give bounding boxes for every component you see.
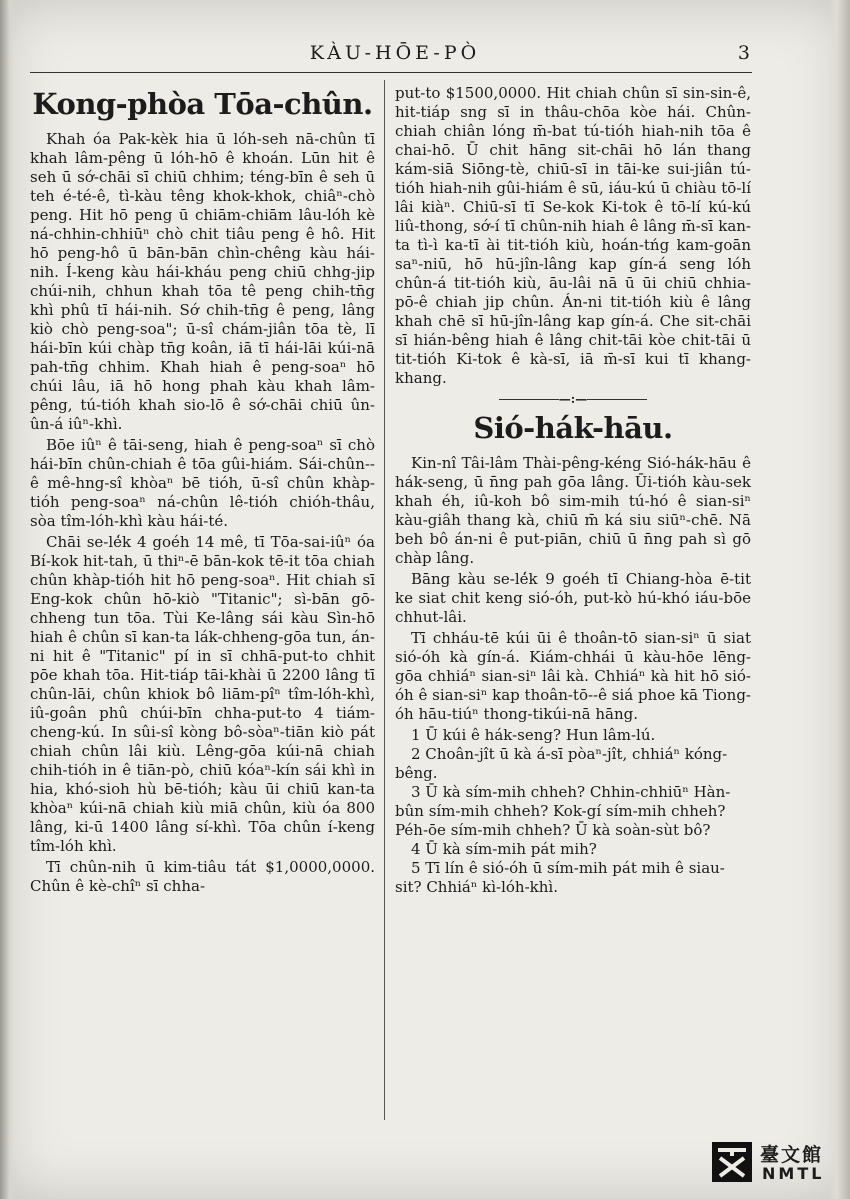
question-item: 1 Ū kúi ê hák-seng? Hun lâm-lú. xyxy=(411,726,656,744)
article-paragraph-continued: put-to $1500,0000. Hit chiah chûn sī sin-sin-ê, hit-tiáp sng sī in thâu-chōa kòe hái. Chûn-chiah chiân lóng m̄-bat tú-tióh hiah-nih tōa ê chai-hō. Ū chit hāng sit-chāi hō lán thang kám-siā Siōng-tè, chiū-sī in tāi-ke sui-jiân tú-tióh hiah-nih gûi-hiám ê sū, iáu-kú ū chiàu tō-lí lâi kiàⁿ. Chiū-sī tī Se-kok Ki-tok ê tō-lí kú-kú liû-thong, sớ-í tī chûn-nih hiah ê lâng m̄-sī kan-ta tì-ì ka-tī ài tit-tióh kiù, hoán-tńg kam-goān saⁿ-niū, hō hū-jîn-lâng kap gín-á seng lóh chûn-á tit-tióh kiù, āu-lâi nā ū ūi chiū chhia-pō-ê chiah jip chûn. Án-ni tit-tióh kiù ê lâng khah chē sī hū-jîn-lâng kap gín-á. Che sit-chāi sī hián-bêng hiah ê lâng chit-tāi kòe chit-tāi ū tit-tióh Ki-tok ê kà-sī, iā m̄-sī kui tī khang-khang. xyxy=(395,84,751,387)
nmtl-logo xyxy=(712,1140,832,1186)
article-paragraph: Kin-nî Tâi-lâm Thài-pêng-kéng Sió-hák-hāu ê hák-seng, ū n̄ng pah gōa lâng. Ūi-tióh kàu-sek khah éh, iû-koh bô sim-mih tú-hó ê sian-siⁿ kàu-giâh thang kà, chiū m̄ ká siu siūⁿ-chē. Nā beh bô án-ni ê put-piān, chiū ū n̄ng pah sì gō chàp lâng. xyxy=(395,454,751,567)
page-header xyxy=(40,38,750,72)
article-paragraph: Bōe iûⁿ ê tāi-seng, hiah ê peng-soaⁿ sī chò hái-bīn chûn-chiah ê tōa gûi-hiám. Sái-chûn--ê mê-hng-sî khòaⁿ bē tióh, ū-sî chûn khàp-tióh peng-soaⁿ ná-chûn lê-tióh chióh-thâu, sòa tîm-lóh-khì kàu hái-té. xyxy=(30,436,375,530)
logo-chinese-text: 臺文館 xyxy=(760,1144,824,1166)
article-paragraph: Tī chûn-nih ū kim-tiâu tát $1,0000,0000. Chûn ê kè-chîⁿ sī chha- xyxy=(30,858,375,895)
article-paragraph: Chāi se-lé̍k 4 goéh 14 mê, tī Tōa-sai-iûⁿ óa Bí-kok hit-tah, ū thiⁿ-ē bān-kok tē-it tōa chiah chûn khàp-tióh hit hō peng-soaⁿ. Hit chiah sī Eng-kok chûn hō-kiò "Titanic"; sì-bān gō-chheng tun tōa. Tùi Ke-lâng sái kàu Sìn-hō hiah ê chûn sī kan-ta lák-chheng-gōa tun, án-ni hit ê "Titanic" pí in sī chhā-put-to chhit pōe khah tōa. Hit-tiáp tāi-khài ū 2200 lâng tī chûn-lāi, chûn khiok bô liām-pîⁿ tîm-lóh-khì, iû-goân phû chúi-bīn chha-put-to 4 tiám-cheng-kú. In sûi-sî kòng bô-sòaⁿ-tiān kiò pát chiah chûn lâi kiù. Lêng-gōa kúi-nā chiah chih-tióh in ê tiān-pò, chiū kóaⁿ-kín sái khì in hia, khó-sioh hù bē-tióh; kàu ūi chiū kan-ta khòaⁿ kúi-nā chiah kiù miā chûn, kiù óa 800 lâng, ki-ū 1400 lâng sí-khì. Tōa chûn í-keng tîm-lóh khì. xyxy=(30,533,375,855)
page-edge-right xyxy=(828,0,850,1199)
question-item: 3 Ū kà sím-mih chheh? Chhin-chhiūⁿ Hàn-bûn sím-mih chheh? Kok-gí sím-mih chheh? Péh-ōe sím-mih chheh? Ū kà soàn-sùt bô? xyxy=(395,783,731,839)
column-divider xyxy=(384,80,385,1120)
separator-mark: —:— xyxy=(558,392,588,406)
page-edge-left xyxy=(0,0,14,1199)
header-rule xyxy=(30,72,752,73)
article-paragraph: Tī chháu-tē kúi ūi ê thoân-tō sian-siⁿ ū siat sió-óh kà gín-á. Kiám-chhái ū kàu-hōe lēng-gōa chhiáⁿ sian-siⁿ lâi kà. Chhiáⁿ kà hit hō sió-óh ê sian-siⁿ kap thoân-tō--ê siá phoe kā Tiong-óh hāu-tiúⁿ thong-tikúi-nā hāng. xyxy=(395,629,751,723)
question-item: 5 Tī lín ê sió-óh ū sím-mih pát mih ê siau-sit? Chhiáⁿ kì-lóh-khì. xyxy=(395,859,725,896)
question-item: 2 Choân-jît ū kà á-sī pòaⁿ-jît, chhiáⁿ kóng-bêng. xyxy=(395,745,728,782)
article-paragraph: Khah óa Pak-kèk hia ū lóh-seh nā-chûn tī khah lâm-pêng ū lóh-hō ê khoán. Lūn hit ê seh ū sớ-chāi sī chiū chhim; téng-bīn ê seh ū teh é-té-ê, tì-kàu têng khok-khok, chiâⁿ-chò peng. Hit hō peng ū chiām-chiām lâu-lóh kè ná-chhin-chhiūⁿ chò chit tiâu peng ê hô. Hit hō peng-hô ū bān-bān chìn-chêng kàu hái-nih. Í-keng kàu hái-kháu peng chiū chhg-jip chúi-nih, chhun khah tōa tê peng chih-tn̄g khì phû tī hái-nih. Sớ chih-tn̄g ê peng, lâng kiò chò peng-soa"; ū-sî chám-jiân tōa tè, lī hái-bīn kúi chàp tn̄g koân, iā tī hái-lāi kúi-nā pah-tn̄g chhim. Khah hiah ê peng-soaⁿ hō chúi lâu, iā hō hong phah kàu khah lâm-pêng, tú-tióh khah sio-lō ê sớ-chāi chiū ûn-ûn-á iûⁿ-khì. xyxy=(30,130,375,433)
section-separator xyxy=(395,392,751,406)
logo-latin-text: NMTL xyxy=(762,1164,825,1183)
right-column xyxy=(395,84,751,897)
left-column xyxy=(30,84,375,898)
article-headline-school: Sió-hák-hāu. xyxy=(473,411,673,445)
article-paragraph: Bāng kàu se-lé̍k 9 goéh tī Chiang-hòa ē-tit ke siat chit keng sió-óh, put-kò hú-khó iáu-bōe chhut-lâi. xyxy=(395,570,751,626)
page-number: 3 xyxy=(737,42,750,64)
newspaper-title: KÀU-HŌE-PÒ xyxy=(309,42,481,64)
article-headline-icebergs: Kong-phòa Tōa-chûn. xyxy=(32,87,373,121)
question-item: 4 Ū kà sím-mih pát mih? xyxy=(411,840,597,858)
nmtl-logo-icon xyxy=(712,1142,752,1182)
